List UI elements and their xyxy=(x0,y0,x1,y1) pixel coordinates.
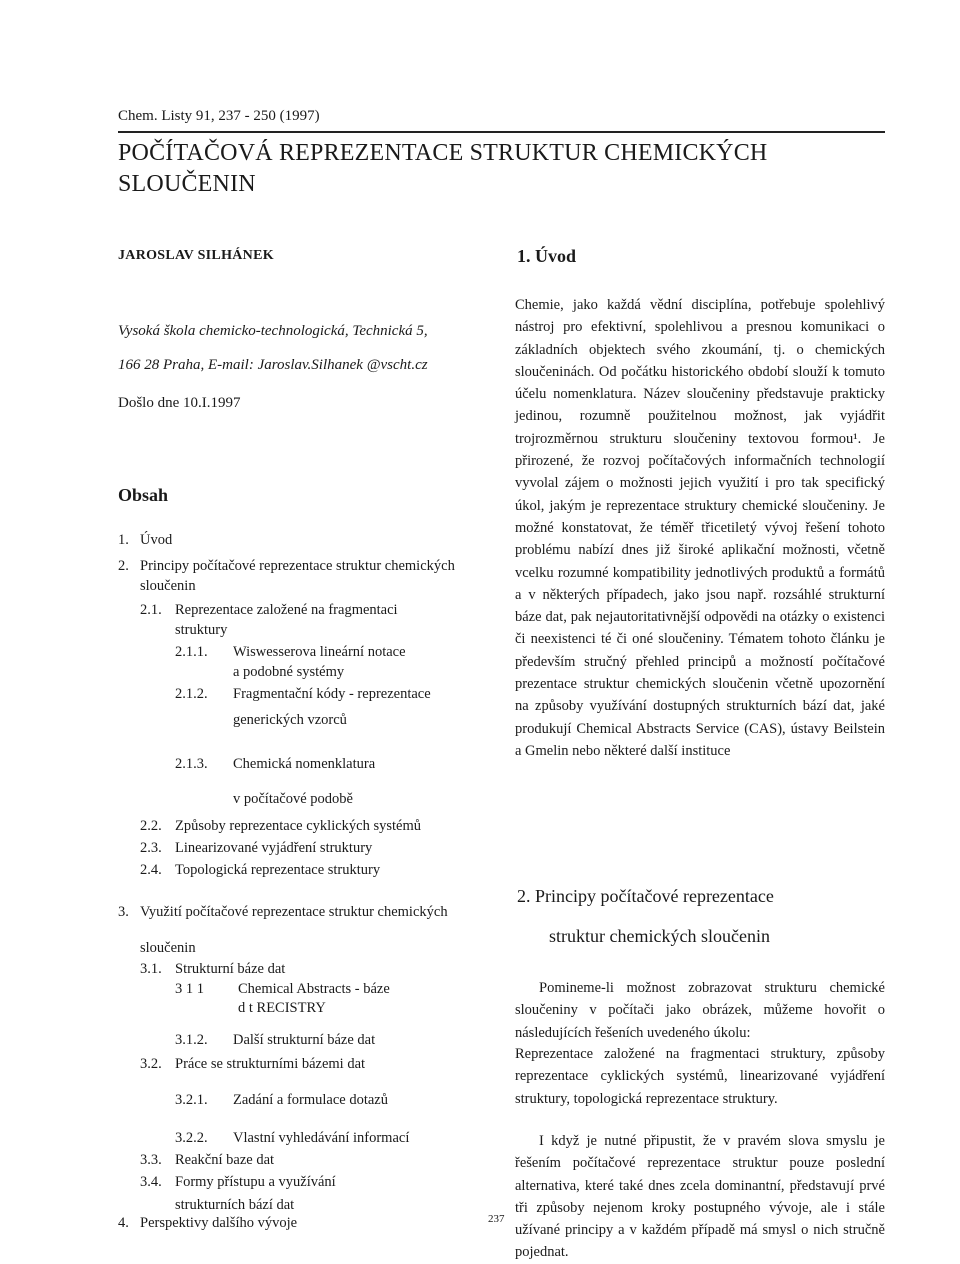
journal-reference: Chem. Listy 91, 237 - 250 (1997) xyxy=(118,108,320,124)
toc-number: 3.3. xyxy=(140,1152,162,1168)
affiliation-line-1: Vysoká škola chemicko-technologická, Technická 5, xyxy=(118,323,428,339)
toc-item xyxy=(233,662,344,682)
toc-text: strukturních bází dat xyxy=(175,1197,295,1213)
toc-text: Principy počítačové reprezentace struktur chemických xyxy=(140,558,455,574)
toc-text: Topologická reprezentace struktury xyxy=(175,862,381,878)
toc-text: Chemical Abstracts - báze xyxy=(238,981,390,997)
section-2-paragraph-1: Pomineme-li možnost zobrazovat strukturu chemické sloučeniny v počítači jako obrázek, můžeme hovořit o následujících řešeních uvedeného úkolu: xyxy=(515,980,885,1041)
page-number: 237 xyxy=(488,1213,505,1225)
toc-item xyxy=(175,1030,375,1050)
toc-item xyxy=(175,684,431,704)
toc-item xyxy=(175,1090,388,1110)
toc-text: Způsoby reprezentace cyklických systémů xyxy=(175,818,422,834)
toc-text: Fragmentační kódy - reprezentace xyxy=(233,686,431,702)
affiliation-line-2: 166 28 Praha, E-mail: Jaroslav.Silhanek @vscht.cz xyxy=(118,357,428,373)
toc-text: a podobné systémy xyxy=(233,664,345,680)
section-2-heading-line-1: 2. Principy počítačové reprezentace xyxy=(517,886,774,906)
section-2-paragraph-3: I když je nutné připustit, že v pravém slova smyslu je řešením počítačové reprezentace struktur pouze poslední alternativa, které také dnes zcela dominantní, představují prvé tři způsoby nejenom kroky postupného vývoje, ale i stále užívané principy a v každém případě má smysl o nich stručně pojednat. xyxy=(515,1133,885,1261)
toc-item xyxy=(118,530,172,550)
toc-item xyxy=(140,816,421,836)
toc-number: 3. xyxy=(118,904,129,920)
toc-item xyxy=(233,710,347,730)
contents-heading: Obsah xyxy=(118,485,169,505)
toc-number: 2.1.1. xyxy=(175,644,208,660)
toc-number: 3.2. xyxy=(140,1056,162,1072)
toc-item xyxy=(175,979,390,999)
toc-number: 2.1. xyxy=(140,602,162,618)
toc-number: 3 1 1 xyxy=(175,981,204,997)
toc-text: Strukturní báze dat xyxy=(175,961,286,977)
toc-text: generických vzorců xyxy=(233,712,347,728)
received-date: Došlo dne 10.I.1997 xyxy=(118,395,241,411)
header-rule xyxy=(118,131,885,133)
section-2-paragraph-2: Reprezentace založené na fragmentaci struktury, způsoby reprezentace cyklických systémů, linearizované vyjádření struktury, topologická reprezentace struktury. xyxy=(515,1046,885,1107)
section-1-paragraph: Chemie, jako každá vědní disciplína, potřebuje spolehlivý nástroj pro efektivní, spolehlivou a presnou komunikaci o základních objektech svého zkoumání, tj. o chemických sloučeninách. Od počátku historického období slouží k tomuto účelu nomenklatura. Název sloučeniny představuje prakticky jedinou, rozumně použitelnou možnost, jak vyjádřit trojrozměrnou strukturu sloučeniny textovou formou¹. Je přirozené, že rozvoj počítačových informačních technologií vyvolal zájem o možnosti jejich využití i pro tak specifický úkol, jakým je reprezentace struktury chemické sloučeniny. Je možné konstatovat, že téměř třicetiletý vývoj řešení tohoto problému nabízí dnes již široké aplikační možnosti, včetně vcelku rozumné kompatibility jednotlivých produktů a formátů a v některých případech, jako jsou např. rozsáhlé strukturní báze dat, pak nejautoritativnější odpovědi na otázky o existenci či neexistenci té či oné sloučeniny. Tématem tohoto článku je především stručný přehled principů a možností počítačové prezentace struktur chemických sloučenin včetně upozornění na způsoby využívání dostupných strukturních bází dat, jaké produkují Chemical Abstracts Service (CAS), ústavy Beilstein a Gmelin nebo některé další instituce xyxy=(515,297,885,759)
toc-text: Linearizované vyjádření struktury xyxy=(175,840,373,856)
toc-number: 3.1. xyxy=(140,961,162,977)
toc-number: 1. xyxy=(118,532,129,548)
toc-item xyxy=(175,642,406,662)
toc-text: Zadání a formulace dotazů xyxy=(233,1092,388,1108)
toc-item xyxy=(175,620,227,640)
section-2-heading xyxy=(517,876,887,956)
toc-text: Vlastní vyhledávání informací xyxy=(233,1130,410,1146)
toc-number: 2.2. xyxy=(140,818,162,834)
toc-item xyxy=(175,754,375,774)
toc-text: Perspektivy dalšího vývoje xyxy=(140,1215,298,1231)
toc-text: Další strukturní báze dat xyxy=(233,1032,376,1048)
toc-text: Chemická nomenklatura xyxy=(233,756,376,772)
toc-number: 3.4. xyxy=(140,1174,162,1190)
toc-text: v počítačové podobě xyxy=(233,791,353,807)
toc-number: 2. xyxy=(118,558,129,574)
toc-item xyxy=(140,600,398,620)
toc-text: Wiswesserova lineární notace xyxy=(233,644,406,660)
toc-number: 4. xyxy=(118,1215,129,1231)
toc-item xyxy=(238,998,326,1018)
toc-number: 2.1.3. xyxy=(175,756,208,772)
toc-item xyxy=(140,838,372,858)
toc-item xyxy=(175,1128,409,1148)
toc-number: 2.1.2. xyxy=(175,686,208,702)
toc-item xyxy=(118,556,455,576)
toc-text: Práce se strukturními bázemi dat xyxy=(175,1056,366,1072)
toc-text: Reprezentace založené na fragmentaci xyxy=(175,602,398,618)
toc-number: 2.3. xyxy=(140,840,162,856)
toc-item xyxy=(140,1150,274,1170)
toc-item xyxy=(118,902,448,922)
section-2-heading-line-2: struktur chemických sloučenin xyxy=(549,926,770,946)
toc-text: Využití počítačové reprezentace struktur chemických xyxy=(140,904,448,920)
toc-number: 3.2.2. xyxy=(175,1130,208,1146)
toc-text: sloučenin xyxy=(140,940,196,956)
toc-text: Úvod xyxy=(140,532,173,548)
toc-number: 3.1.2. xyxy=(175,1032,208,1048)
toc-item xyxy=(140,959,285,979)
toc-text: struktury xyxy=(175,622,228,638)
bleed-through-left xyxy=(490,100,510,1100)
section-1-heading: 1. Úvod xyxy=(517,246,577,266)
toc-item xyxy=(140,1172,336,1192)
toc-text: Reakční baze dat xyxy=(175,1152,275,1168)
affiliation xyxy=(118,314,478,382)
toc-item xyxy=(140,938,196,958)
author-name: JAROSLAV SILHÁNEK xyxy=(118,248,274,263)
toc-item xyxy=(140,576,196,596)
toc-text: Formy přístupu a využívání xyxy=(175,1174,336,1190)
toc-number: 2.4. xyxy=(140,862,162,878)
toc-number: 3.2.1. xyxy=(175,1092,208,1108)
toc-item xyxy=(140,860,380,880)
toc-item xyxy=(140,1054,365,1074)
toc-item xyxy=(118,1213,297,1233)
toc-text: d t RECISTRY xyxy=(238,1000,326,1016)
article-title: POČÍTAČOVÁ REPREZENTACE STRUKTUR CHEMICKÝCH SLOUČENIN xyxy=(118,140,768,197)
toc-text: sloučenin xyxy=(140,578,196,594)
toc-item xyxy=(175,1195,294,1215)
toc-item xyxy=(233,789,353,809)
